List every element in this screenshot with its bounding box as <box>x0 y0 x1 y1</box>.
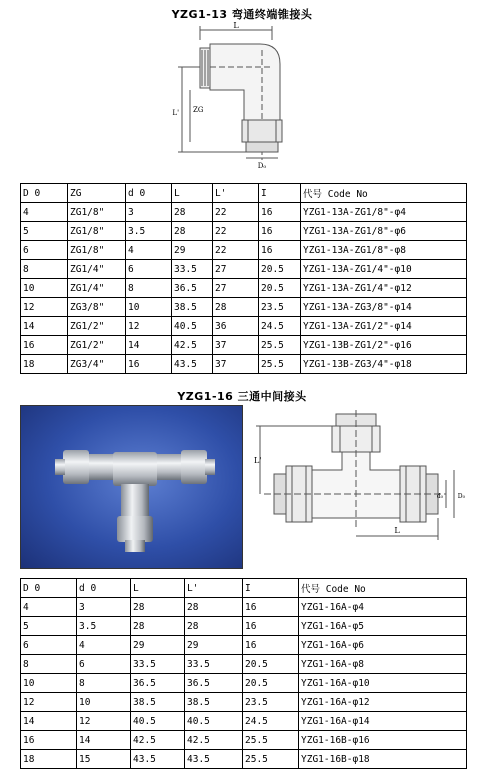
table-cell: 14 <box>21 712 77 731</box>
table-cell: 16 <box>21 731 77 750</box>
table-cell: 42.5 <box>131 731 185 750</box>
table-cell: 28 <box>172 203 213 222</box>
table-row <box>21 674 467 693</box>
table-cell: 18 <box>21 355 68 374</box>
table-cell: 33.5 <box>172 260 213 279</box>
table-cell: 25.5 <box>259 355 301 374</box>
table-cell: 24.5 <box>259 317 301 336</box>
table-cell: 6 <box>21 241 68 260</box>
table-row <box>21 355 467 374</box>
table-cell: 28 <box>185 598 243 617</box>
table-cell: 20.5 <box>259 260 301 279</box>
table-cell: 40.5 <box>172 317 213 336</box>
table-cell: 38.5 <box>131 693 185 712</box>
table-row <box>21 279 467 298</box>
table-cell: 5 <box>21 617 77 636</box>
column-header: I <box>243 579 299 598</box>
table-row <box>21 222 467 241</box>
table-cell: 6 <box>21 636 77 655</box>
table-row <box>21 336 467 355</box>
table-cell: 16 <box>243 617 299 636</box>
table-cell: ZG1/4" <box>68 260 126 279</box>
table-cell: 12 <box>126 317 172 336</box>
table-cell: 28 <box>131 598 185 617</box>
table-header-row <box>21 184 467 203</box>
table-cell: 36 <box>213 317 259 336</box>
table-cell: 29 <box>131 636 185 655</box>
table-cell: ZG1/4" <box>68 279 126 298</box>
table-cell: 16 <box>259 241 301 260</box>
dim-lp-label: L' <box>254 456 262 465</box>
table-cell: 25.5 <box>243 750 299 769</box>
table-cell: 16 <box>126 355 172 374</box>
column-header: L <box>131 579 185 598</box>
dim-d-label: d₀ <box>436 493 443 500</box>
table-row <box>21 617 467 636</box>
table-cell: 37 <box>213 336 259 355</box>
table-cell: YZG1-16A-φ14 <box>299 712 467 731</box>
table-row <box>21 750 467 769</box>
table-cell: 14 <box>21 317 68 336</box>
table-cell: 33.5 <box>185 655 243 674</box>
table-cell: 4 <box>126 241 172 260</box>
table-cell: YZG1-16A-φ10 <box>299 674 467 693</box>
table-cell: 20.5 <box>243 674 299 693</box>
table-cell: 8 <box>126 279 172 298</box>
table-cell: 33.5 <box>131 655 185 674</box>
table-row <box>21 655 467 674</box>
table-cell: YZG1-13A-ZG1/8"-φ8 <box>301 241 467 260</box>
table-row <box>21 317 467 336</box>
table-row <box>21 203 467 222</box>
table-cell: 43.5 <box>131 750 185 769</box>
table-cell: 43.5 <box>185 750 243 769</box>
table-cell: YZG1-16A-φ6 <box>299 636 467 655</box>
elbow-connector-drawing <box>160 20 300 170</box>
table-cell: 8 <box>21 655 77 674</box>
spec-table-16 <box>20 578 467 769</box>
table-cell: 36.5 <box>172 279 213 298</box>
table-cell: YZG1-13A-ZG1/2"-φ14 <box>301 317 467 336</box>
column-header: d 0 <box>126 184 172 203</box>
table-cell: 10 <box>126 298 172 317</box>
table-cell: 23.5 <box>243 693 299 712</box>
table-cell: 22 <box>213 241 259 260</box>
table-cell: YZG1-16A-φ4 <box>299 598 467 617</box>
table-cell: YZG1-13A-ZG1/8"-φ6 <box>301 222 467 241</box>
table-cell: 10 <box>21 674 77 693</box>
table-cell: 22 <box>213 222 259 241</box>
table-cell: 27 <box>213 260 259 279</box>
tee-connector-photo <box>20 405 243 569</box>
table-cell: 8 <box>77 674 131 693</box>
dim-d-label: D₀ <box>257 162 267 170</box>
section2-title: YZG1-16 三通中间接头 <box>177 390 307 403</box>
table-cell: YZG1-13B-ZG3/4"-φ18 <box>301 355 467 374</box>
column-header: 代号 Code No <box>299 579 467 598</box>
table-cell: 28 <box>213 298 259 317</box>
table-cell: 12 <box>21 298 68 317</box>
table-cell: 8 <box>21 260 68 279</box>
table-cell: 6 <box>126 260 172 279</box>
zg-label: ZG <box>193 106 204 114</box>
table-cell: 24.5 <box>243 712 299 731</box>
dim-l-label: L <box>233 21 239 30</box>
column-header: D 0 <box>21 579 77 598</box>
table-cell: 23.5 <box>259 298 301 317</box>
table-cell: 15 <box>77 750 131 769</box>
table-cell: 29 <box>185 636 243 655</box>
table-cell: 12 <box>21 693 77 712</box>
table-row <box>21 298 467 317</box>
table-cell: ZG1/2" <box>68 336 126 355</box>
dim-l-label: L <box>394 526 400 535</box>
table-cell: 4 <box>21 203 68 222</box>
table-cell: 36.5 <box>185 674 243 693</box>
table-row <box>21 693 467 712</box>
dim-lp-label: L' <box>172 109 179 117</box>
table-cell: 16 <box>243 636 299 655</box>
table-cell: 16 <box>259 222 301 241</box>
table-cell: 28 <box>185 617 243 636</box>
table-cell: 42.5 <box>185 731 243 750</box>
table-row <box>21 712 467 731</box>
table-cell: 3.5 <box>77 617 131 636</box>
table-row <box>21 636 467 655</box>
table-cell: YZG1-16A-φ12 <box>299 693 467 712</box>
table-cell: 3 <box>77 598 131 617</box>
table-cell: YZG1-13A-ZG3/8"-φ14 <box>301 298 467 317</box>
column-header: D 0 <box>21 184 68 203</box>
table-cell: 40.5 <box>131 712 185 731</box>
table-cell: 14 <box>126 336 172 355</box>
table-header-row <box>21 579 467 598</box>
table-cell: 20.5 <box>259 279 301 298</box>
table-cell: YZG1-13B-ZG1/2"-φ16 <box>301 336 467 355</box>
table-cell: ZG3/4" <box>68 355 126 374</box>
table-cell: 10 <box>77 693 131 712</box>
table-cell: 3 <box>126 203 172 222</box>
table-cell: 16 <box>21 336 68 355</box>
table-row <box>21 731 467 750</box>
table-cell: 43.5 <box>172 355 213 374</box>
table-cell: 38.5 <box>185 693 243 712</box>
table-cell: 40.5 <box>185 712 243 731</box>
table-cell: ZG1/8" <box>68 241 126 260</box>
table-cell: 18 <box>21 750 77 769</box>
table-cell: 25.5 <box>259 336 301 355</box>
table-cell: 28 <box>172 222 213 241</box>
table-cell: YZG1-13A-ZG1/8"-φ4 <box>301 203 467 222</box>
table-cell: 10 <box>21 279 68 298</box>
column-header: L <box>172 184 213 203</box>
table-cell: 37 <box>213 355 259 374</box>
table-cell: 4 <box>77 636 131 655</box>
table-cell: 29 <box>172 241 213 260</box>
dim-dd-label: D₀ <box>457 493 465 500</box>
table-cell: 28 <box>131 617 185 636</box>
table-cell: ZG1/2" <box>68 317 126 336</box>
column-header: ZG <box>68 184 126 203</box>
table-cell: 4 <box>21 598 77 617</box>
table-cell: 27 <box>213 279 259 298</box>
table-cell: YZG1-16B-φ18 <box>299 750 467 769</box>
column-header: d 0 <box>77 579 131 598</box>
table-cell: 16 <box>259 203 301 222</box>
table-cell: 6 <box>77 655 131 674</box>
table-cell: 42.5 <box>172 336 213 355</box>
table-cell: 16 <box>243 598 299 617</box>
table-cell: YZG1-13A-ZG1/4"-φ12 <box>301 279 467 298</box>
table-cell: ZG3/8" <box>68 298 126 317</box>
table-cell: YZG1-13A-ZG1/4"-φ10 <box>301 260 467 279</box>
table-row <box>21 241 467 260</box>
column-header: L' <box>185 579 243 598</box>
spec-table-13 <box>20 183 467 374</box>
table-cell: ZG1/8" <box>68 203 126 222</box>
column-header: 代号 Code No <box>301 184 467 203</box>
table-row <box>21 260 467 279</box>
table-cell: 12 <box>77 712 131 731</box>
table-cell: 20.5 <box>243 655 299 674</box>
table-cell: YZG1-16B-φ16 <box>299 731 467 750</box>
table-cell: 38.5 <box>172 298 213 317</box>
table-cell: ZG1/8" <box>68 222 126 241</box>
table-cell: 25.5 <box>243 731 299 750</box>
tee-connector-drawing <box>250 408 470 568</box>
column-header: I <box>259 184 301 203</box>
section1-title: YZG1-13 弯通终端锥接头 <box>171 8 313 21</box>
table-row <box>21 598 467 617</box>
table-cell: 5 <box>21 222 68 241</box>
table-cell: 14 <box>77 731 131 750</box>
table-cell: 22 <box>213 203 259 222</box>
table-cell: 3.5 <box>126 222 172 241</box>
table-cell: YZG1-16A-φ8 <box>299 655 467 674</box>
table-cell: YZG1-16A-φ5 <box>299 617 467 636</box>
table-cell: 36.5 <box>131 674 185 693</box>
column-header: L' <box>213 184 259 203</box>
